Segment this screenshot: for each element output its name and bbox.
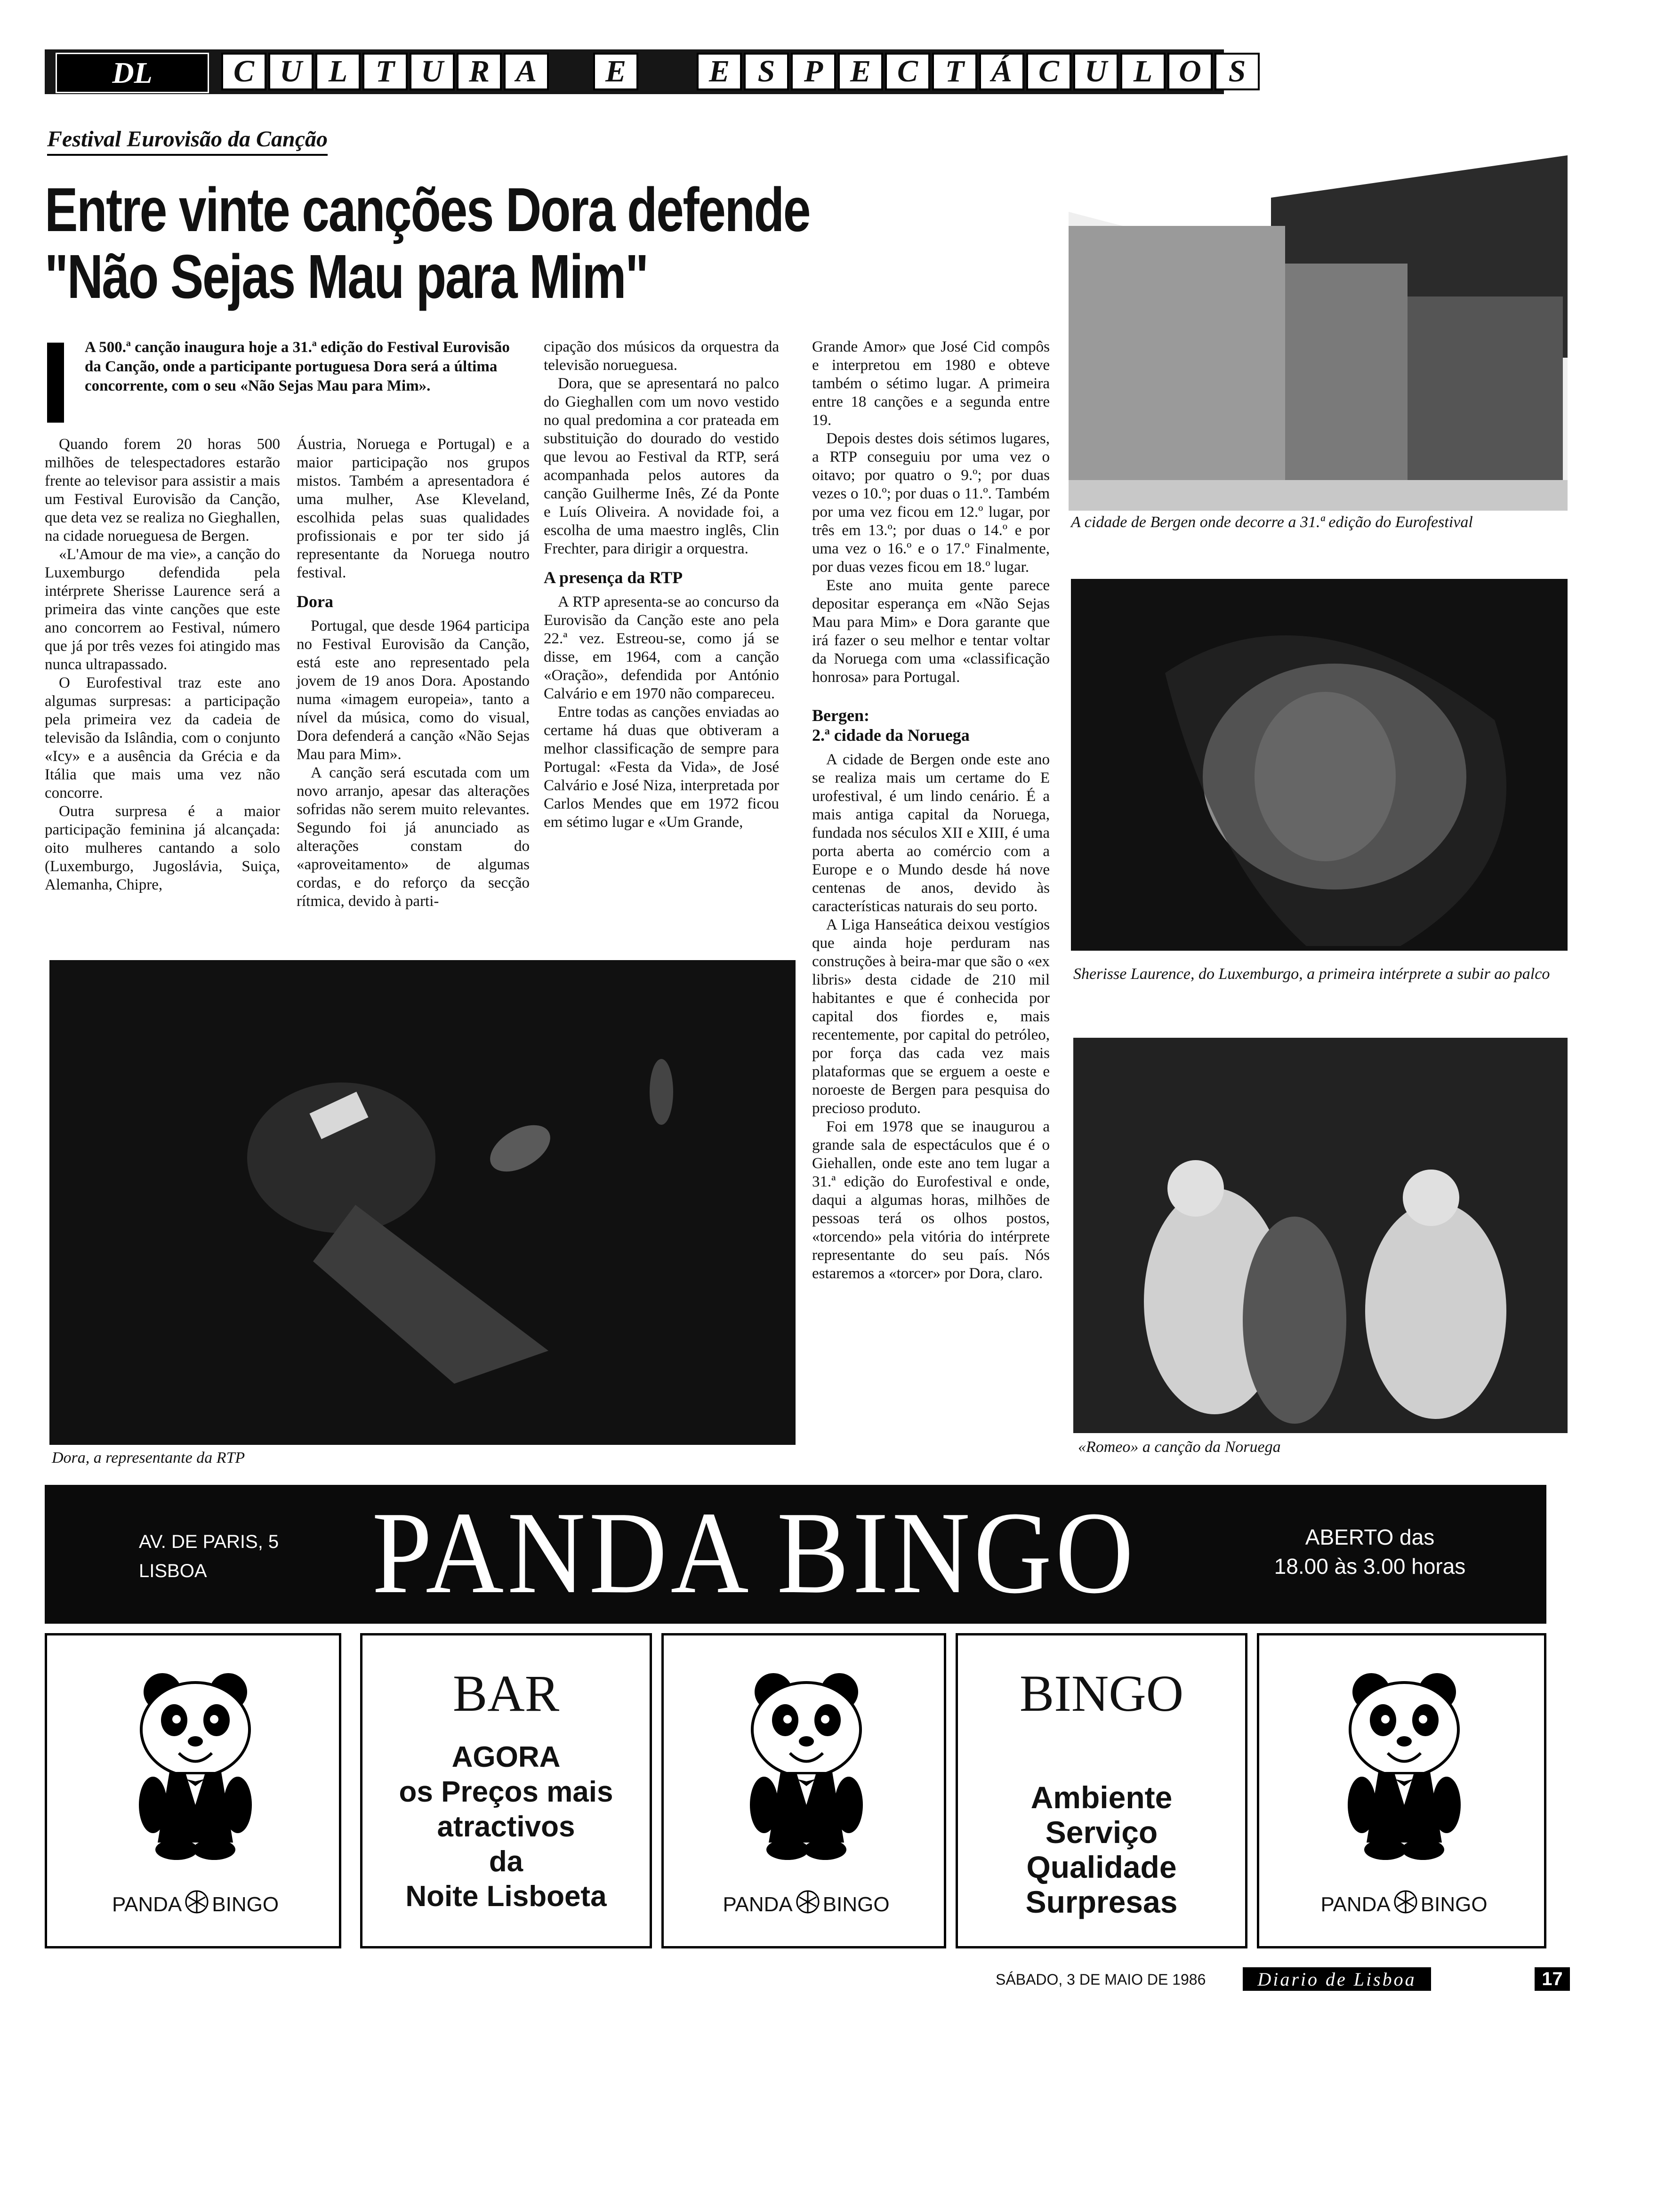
panda-bingo-logo [108,1890,282,1919]
bingo-line: Surpresas [1025,1884,1178,1919]
logo-left-text: PANDA [1320,1892,1391,1916]
ad-hours-line2: 18.00 às 3.00 horas [1274,1554,1466,1579]
photo-dora [49,960,796,1445]
bingo-title: BINGO [1019,1665,1184,1722]
section-title-letter: P [791,53,836,90]
section-title-letter: C [885,53,930,90]
caption-dora: Dora, a representante da RTP [52,1449,245,1467]
ad-address [139,1527,279,1586]
bar-line: atractivos [437,1811,575,1843]
section-title-letter: E [838,53,883,90]
panda-bingo-logo [719,1890,893,1919]
bar-title: BAR [452,1665,560,1722]
section-title-letter: U [1073,53,1118,90]
caption-bergen: A cidade de Bergen onde decorre a 31.ª edição do Eurofestival [1071,513,1473,531]
article-kicker: Festival Eurovisão da Canção [47,126,328,156]
section-title-letter: E [593,53,638,90]
paragraph: A cidade de Bergen onde este ano se realiza mais um certame do E urofestival, é um lindo cenário. É a mais antiga capital da Noruega, fundada nos séculos XII e XIII, é uma porta aberta ao comércio com a Europe e o Mundo desde há nove centenas de anos, devido às características naturais do seu porto. [812,751,1050,915]
subhead-rtp: A presença da RTP [544,568,683,587]
paragraph: O Eurofestival traz este ano algumas surpresas: a participação pela primeira vez da cadeia de televisão da Islândia, com o conjunto «Icy» e a ausência da Grécia e da Itália que mais uma vez não concorre. [45,674,280,801]
article-column-4 [812,338,1050,1283]
panda-bingo-logo [1317,1890,1491,1919]
section-title-letter: S [1215,53,1260,90]
panda-panel [45,1633,341,1948]
bingo-line: Serviço [1045,1815,1158,1850]
paragraph: Entre todas as canções enviadas ao certame há duas que obtiveram a melhor classificação de sempre para Portugal: «Festa da Vida», de José Calvário e José Niza, interpretada por Carlos Mendes que em 1972 ficou em sétimo lugar e «Um Grande, [544,704,779,831]
bar-line: Noite Lisboeta [405,1880,607,1913]
section-title-letter: Á [979,53,1024,90]
subhead-dora: Dora [297,592,333,611]
paragraph: Quando forem 20 horas 500 milhões de telespectadores estarão frente ao televisor para assistir a mais um Festival Eurovisão da Canção, que deta vez se realiza no Gieghallen, na cidade norueguesa de Bergen. [45,436,280,545]
panda-mascot-icon [125,1664,266,1864]
article-lead: A 500.ª canção inaugura hoje a 31.ª edição do Festival Eurovisão da Canção, onde a participante portuguesa Dora será a última concorrente, com o seu «Não Sejas Mau para Mim». [85,339,510,394]
article-column-3 [544,338,779,832]
ad-address-line2: LISBOA [139,1561,207,1581]
section-logo: DL [56,53,209,93]
section-title-letter: S [744,53,789,90]
caption-sherisse: Sherisse Laurence, do Luxemburgo, a primeira intérprete a subir ao palco [1073,965,1550,983]
section-title-letter: C [1026,53,1071,90]
paragraph: Foi em 1978 que se inaugurou a grande sala de espectáculos que é o Giehallen, onde este ano tem lugar a 31.ª edição do Eurofestival e onde, daqui a algumas horas, milhões de pessoas terá os olhos postos, «torcendo» pela vitória do intérprete representante do seu país. Nós estaremos a «torcer» por Dora, claro. [812,1118,1050,1282]
ad-hours [1257,1523,1483,1581]
logo-right-text: BINGO [1420,1892,1488,1916]
section-title-letter: A [504,53,549,90]
ball-icon [185,1890,209,1919]
bar-line: os Preços mais [399,1776,613,1808]
paragraph: Portugal, que desde 1964 participa no Festival Eurovisão da Canção, está este ano representado pela jovem de 19 anos Dora. Apostando numa «imagem europeia», tanto a nível da música, como do visual, Dora defenderá a canção «Não Sejas Mau para Mim». [297,617,530,763]
paragraph: Dora, que se apresentará no palco do Gieghallen com um novo vestido no qual predomina a cor prateada em substituição do dourado do vestido que levou ao Festival da RTP, será acompanhada pelos autores da canção Guilherme Inês, Zé da Ponte e Luís Oliveira. A novidade foi, a escolha de uma maestro inglês, Clin Frechter, para dirigir a orquestra. [544,375,779,557]
paragraph: «L'Amour de ma vie», a canção do Luxemburgo defendida pela intérprete Sherisse Laurence será a primeira das vinte canções que este ano concorrem ao Festival, número que já por três vezes foi atingido mas nunca ultrapassado. [45,546,280,673]
section-title-letter: U [268,53,314,90]
bar-text [362,1740,650,1914]
bar-line: AGORA [451,1741,561,1773]
paragraph: A Liga Hanseática deixou vestígios que ainda hoje perduram nas construções à beira-mar que são o «ex libris» desta cidade de 210 mil habitantes e que é conhecida por capital dos fiordes e, mais recentemente, por capital do petróleo, por força das cada vez mais plataformas que se erguem a oeste e noroeste de Bergen para pesquisa do precioso produto. [812,916,1050,1117]
bingo-line: Ambiente [1030,1780,1173,1815]
caption-romeo: «Romeo» a canção da Noruega [1078,1438,1281,1456]
photo-romeo [1073,1038,1568,1433]
logo-right-text: BINGO [822,1892,890,1916]
lead-marker [47,343,64,423]
article-column-1 [45,435,280,894]
paragraph: Outra surpresa é a maior participação feminina já alcançada: oito mulheres cantando a solo (Luxemburgo, Jugoslávia, Suiça, Alemanha, Chipre, [45,803,280,893]
logo-right-text: BINGO [212,1892,279,1916]
section-title-letter: T [932,53,977,90]
section-title-letter: L [315,53,361,90]
section-title-letter: O [1167,53,1213,90]
ball-icon [796,1890,820,1919]
logo-left-text: PANDA [723,1892,793,1916]
section-title-letter: L [1120,53,1166,90]
ad-brand: PANDA BINGO [372,1488,1137,1618]
paragraph: cipação dos músicos da orquestra da televisão norueguesa. [544,338,779,374]
bingo-line: Qualidade [1026,1850,1177,1884]
paragraph: Grande Amor» que José Cid compôs e interpretou em 1980 e obteve também o sétimo lugar. A primeira entre 18 canções e a segunda entre 19. [812,338,1050,429]
paragraph: A RTP apresenta-se ao concurso da Eurovisão da Canção este ano pela 22.ª vez. Estreou-se, como já se disse, em 1964, com a canção «Oração», defendida por António Calvário e em 1970 não compareceu. [544,593,779,702]
subhead-bergen-2: 2.ª cidade da Noruega [812,726,970,745]
footer-paper-name: Diario de Lisboa [1243,1967,1431,1991]
bingo-panel [956,1633,1247,1948]
bar-line: da [489,1845,523,1878]
section-title-letter: R [457,53,502,90]
panda-panel [661,1633,946,1948]
page-number: 17 [1535,1967,1570,1991]
article-column-2 [297,435,530,911]
footer-date: SÁBADO, 3 DE MAIO DE 1986 [996,1971,1206,1988]
section-title-letter: T [362,53,408,90]
paragraph: Depois destes dois sétimos lugares, a RTP conseguiu por uma vez o oitavo; por quatro o 9.º; por duas vezes o 10.º; por duas o 11.º. Também por uma vez ficou em 12.º lugar, por três em 13.º; por duas o 14.º e por uma vez o 16.º e o 17.º Finalmente, por duas vezes ficou em 18.º lugar. [812,430,1050,576]
photo-bergen [1069,155,1568,511]
bar-panel [360,1633,652,1948]
paragraph: A canção será escutada com um novo arranjo, apesar das alterações sofridas não serem muito relevantes. Segundo foi já anunciado as alterações constam do «aproveitamento» de algumas cordas, e do reforço da secção rítmica, devido à parti- [297,764,530,910]
panda-mascot-icon [1334,1664,1475,1864]
section-title-letter: C [221,53,266,90]
ad-hours-line1: ABERTO das [1305,1525,1435,1549]
logo-left-text: PANDA [112,1892,182,1916]
panda-panel [1257,1633,1546,1948]
panda-mascot-icon [736,1664,877,1864]
headline-line-1: Entre vinte canções Dora defende [45,175,810,244]
ball-icon [1393,1890,1418,1919]
subhead-bergen: Bergen: [812,706,869,725]
section-title-letter: U [410,53,455,90]
ad-address-line1: AV. DE PARIS, 5 [139,1531,279,1552]
paragraph: Este ano muita gente parece depositar esperança em «Não Sejas Mau para Mim» e Dora garante que irá fazer o seu melhor e tentar voltar da Noruega com uma «classificação honrosa» para Portugal. [812,577,1050,686]
bingo-text [958,1780,1245,1919]
paragraph: Áustria, Noruega e Portugal) e a maior participação nos grupos mistos. Também a apresentadora é uma mulher, Ase Kleveland, escolhida pelas suas qualidades profissionais e por ter sido já representante da Noruega noutro festival. [297,436,530,581]
headline-line-2: "Não Sejas Mau para Mim" [45,242,648,311]
section-title-letter: E [697,53,742,90]
photo-sherisse [1071,579,1568,951]
